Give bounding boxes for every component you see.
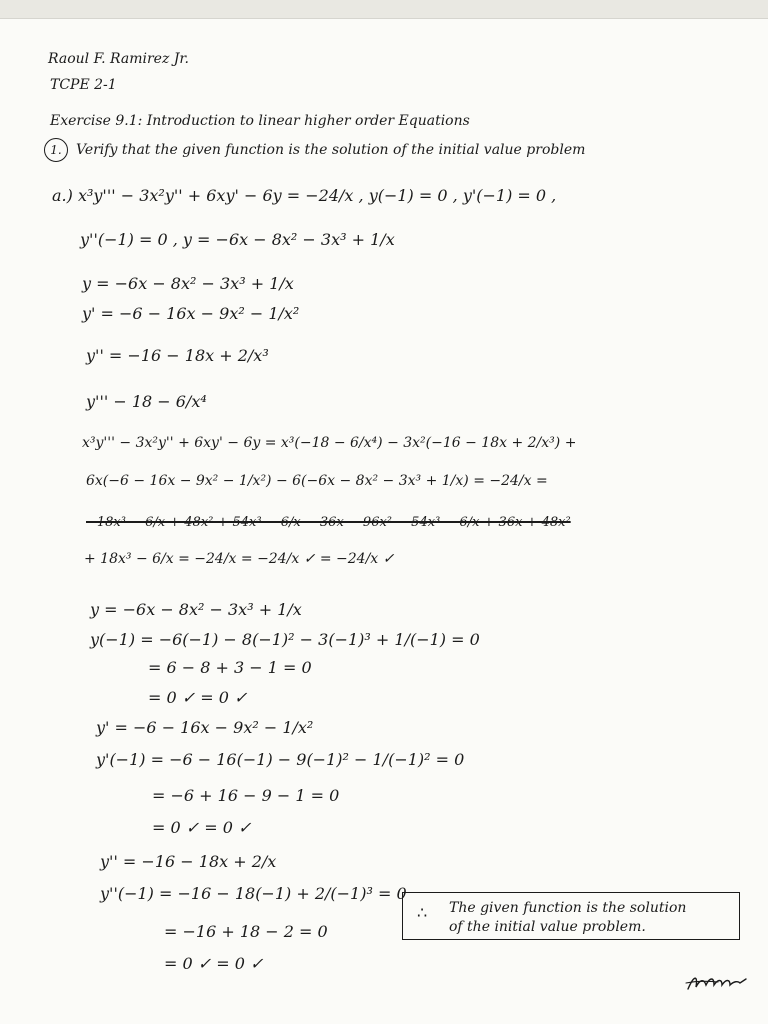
conclusion-box [402, 892, 740, 940]
work-line: a.) x³y''' − 3x²y'' + 6xy' − 6y = −24/x , y(−1) = 0 , y'(−1) = 0 , [52, 186, 557, 205]
work-line: y''(−1) = 0 , y = −6x − 8x² − 3x³ + 1/x [80, 230, 395, 249]
work-line: = 0 ✓ = 0 ✓ [164, 954, 264, 973]
exercise-title: Exercise 9.1: Introduction to linear higher order Equations [50, 113, 470, 129]
conclusion-text: The given function is the solution of the initial value problem. [449, 900, 687, 935]
work-line: y' = −6 − 16x − 9x² − 1/x² [82, 304, 300, 323]
work-line: y = −6x − 8x² − 3x³ + 1/x [90, 600, 302, 619]
work-line: y'(−1) = −6 − 16(−1) − 9(−1)² − 1/(−1)² = 0 [96, 750, 465, 769]
therefore-symbol: ∴ [417, 903, 428, 922]
work-line [86, 516, 571, 529]
work-line: = 6 − 8 + 3 − 1 = 0 [148, 658, 312, 677]
problem-number: 1. [44, 138, 68, 162]
work-line: y'' = −16 − 18x + 2/x [100, 852, 277, 871]
work-line: x³y''' − 3x²y'' + 6xy' − 6y = x³(−18 − 6/x⁴) − 3x²(−16 − 18x + 2/x³) + [82, 435, 577, 451]
section-label: TCPE 2-1 [50, 77, 117, 93]
work-line: = −16 + 18 − 2 = 0 [164, 922, 328, 941]
worksheet-page [0, 18, 768, 1024]
work-line: + 18x³ − 6/x = −24/x = −24/x ✓ = −24/x ✓ [84, 551, 395, 567]
problem-instruction [44, 138, 585, 162]
work-line-expansion: −18x³ − 6/x + 48x² + 54x³ − 6/x − 36x − 96x² − 54x³ − 6/x + 36x + 48x² [86, 515, 571, 530]
work-line: y''(−1) = −16 − 18(−1) + 2/(−1)³ = 0 [100, 884, 407, 903]
work-line: = −6 + 16 − 9 − 1 = 0 [152, 786, 340, 805]
signature-image [684, 969, 750, 995]
student-name: Raoul F. Ramirez Jr. [48, 51, 189, 67]
work-line: y = −6x − 8x² − 3x³ + 1/x [82, 274, 294, 293]
work-line: y'' = −16 − 18x + 2/x³ [86, 346, 269, 365]
work-line: 6x(−6 − 16x − 9x² − 1/x²) − 6(−6x − 8x² − 3x³ + 1/x) = −24/x = [86, 473, 548, 489]
work-line: = 0 ✓ = 0 ✓ [148, 688, 248, 707]
work-line: = 0 ✓ = 0 ✓ [152, 818, 252, 837]
work-line: y''' − 18 − 6/x⁴ [86, 392, 207, 411]
work-line: y(−1) = −6(−1) − 8(−1)² − 3(−1)³ + 1/(−1) = 0 [90, 630, 480, 649]
work-line: y' = −6 − 16x − 9x² − 1/x² [96, 718, 314, 737]
problem-instruction-text: Verify that the given function is the solution of the initial value problem [76, 142, 586, 158]
